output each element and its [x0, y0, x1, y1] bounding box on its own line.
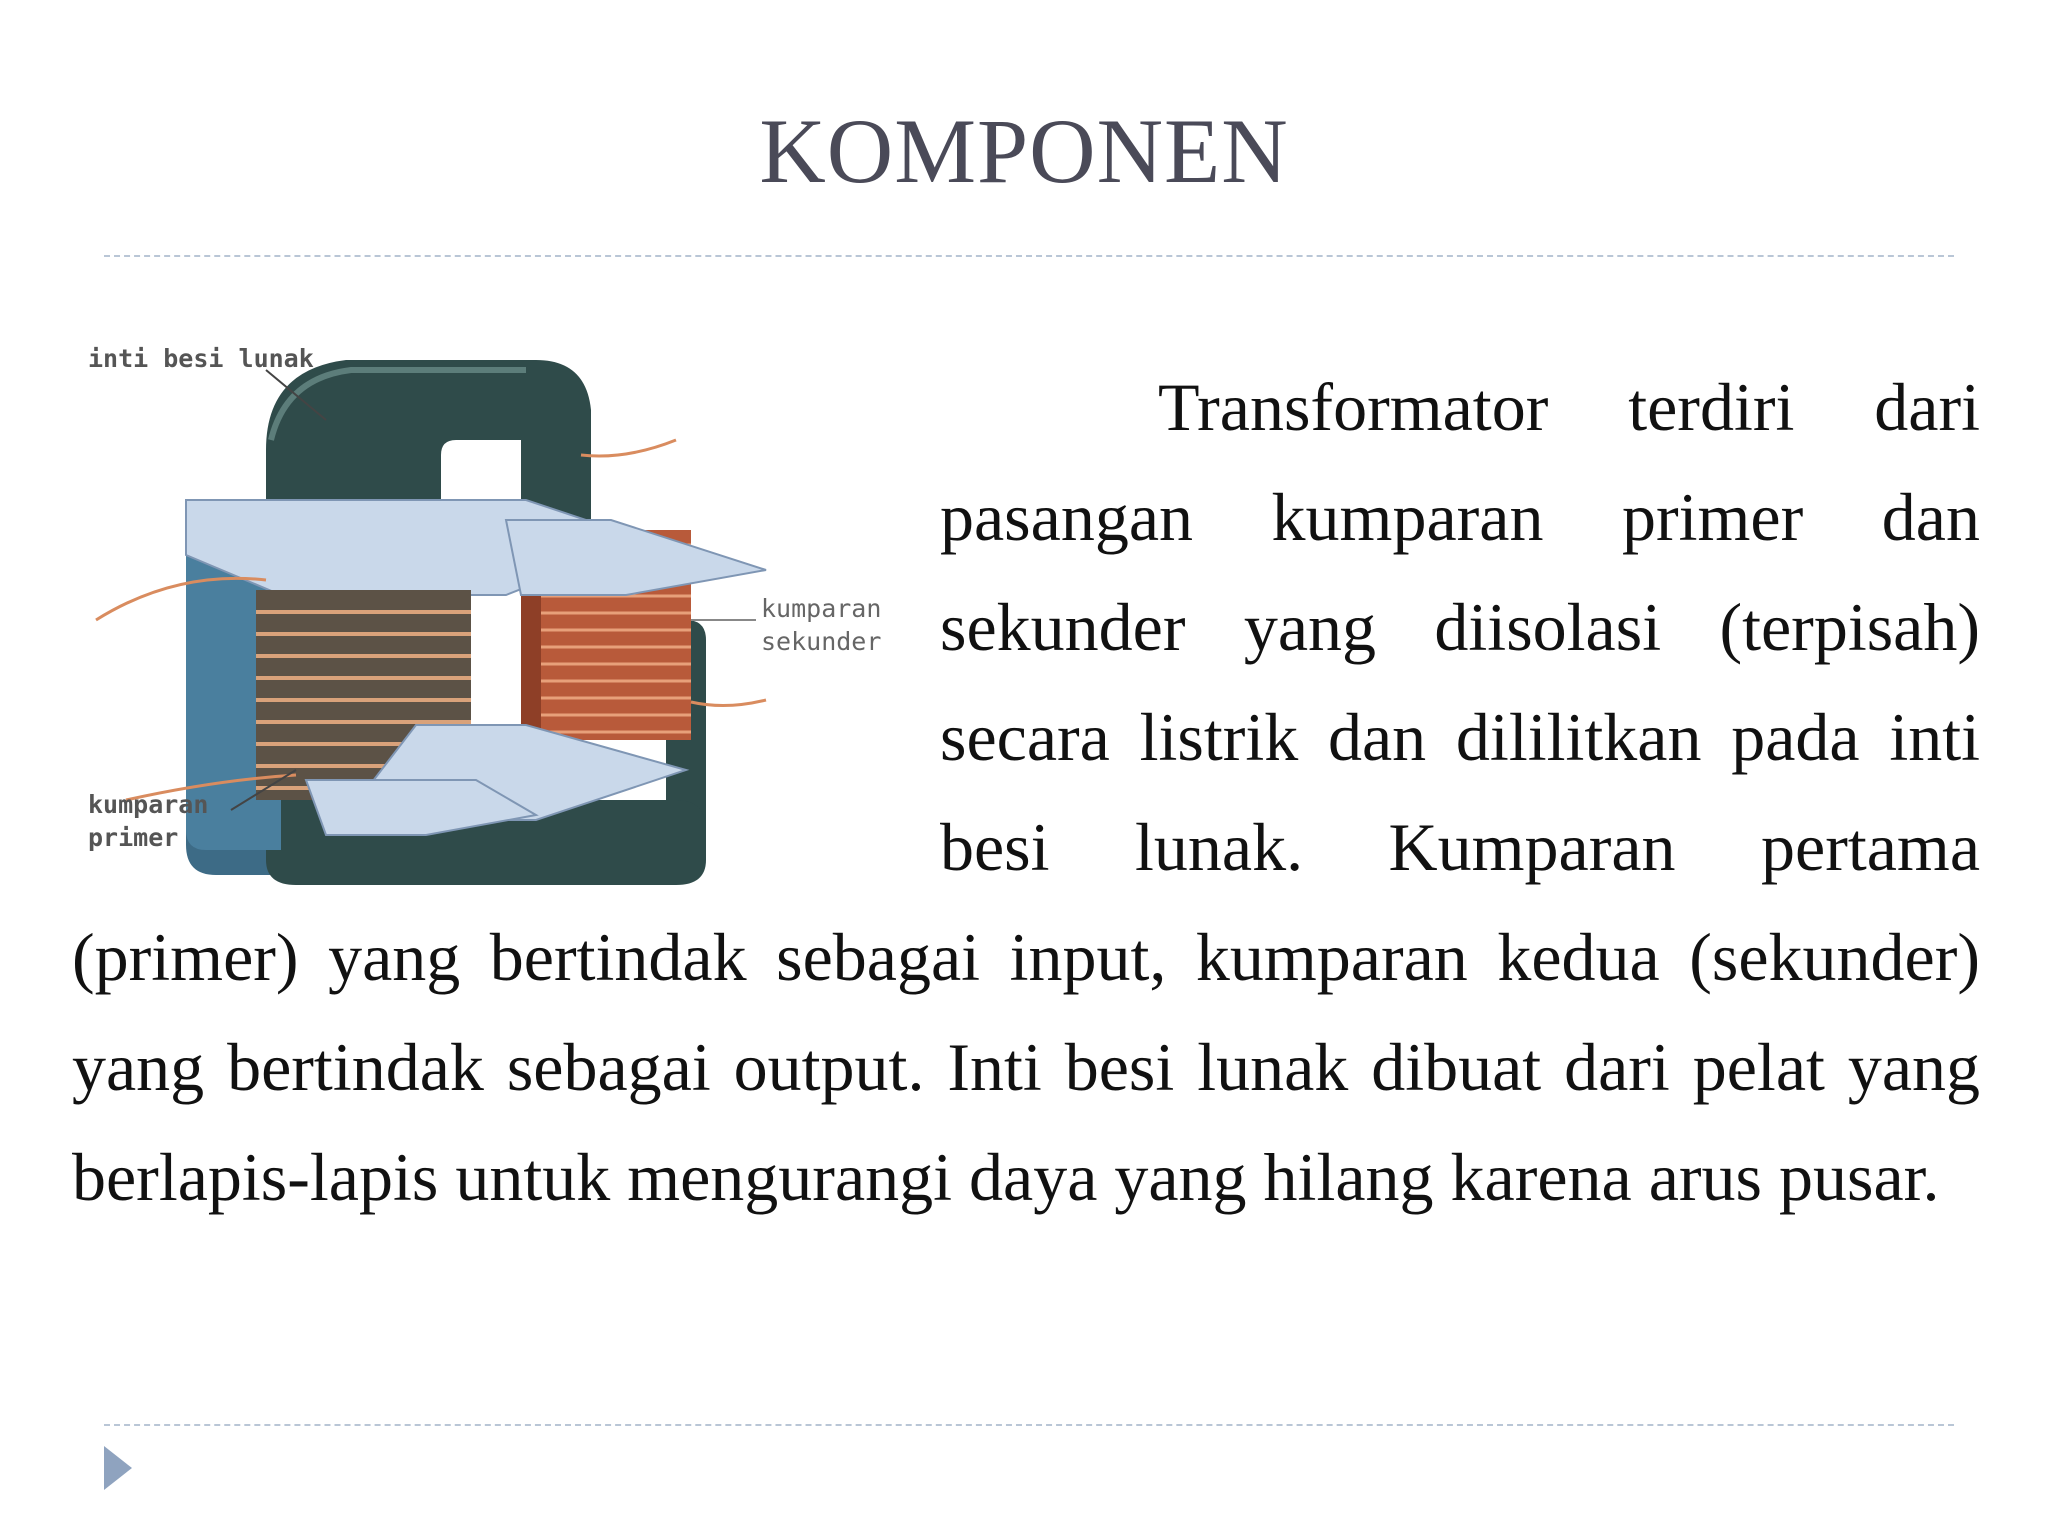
footer-divider — [104, 1424, 1954, 1426]
triangle-right-icon — [104, 1446, 132, 1490]
label-core: inti besi lunak — [88, 344, 314, 373]
label-primary-line2: primer — [88, 823, 179, 852]
slide-title: KOMPONEN — [759, 100, 1289, 202]
paragraph-text: Transformator terdiri dari pasangan kumparan primer dan sekunder yang diisolasi (terpisah) secara listrik dan dililitkan pada inti besi lunak. Kumparan pertama (primer) yang bertindak sebagai input, kumparan kedua (sekunder) yang bertindak sebagai output. Inti besi lunak dibuat dari pelat yang berlapis-lapis untuk mengurangi daya yang hilang karena arus pusar. — [72, 369, 1980, 1215]
label-secondary-line2: sekunder — [761, 627, 882, 656]
body-paragraph — [72, 352, 1980, 1232]
title-divider — [104, 255, 1954, 257]
label-primary-line1: kumparan — [88, 790, 209, 819]
label-secondary-line1: kumparan — [761, 594, 882, 623]
figure-wrap-spacer — [72, 352, 940, 890]
